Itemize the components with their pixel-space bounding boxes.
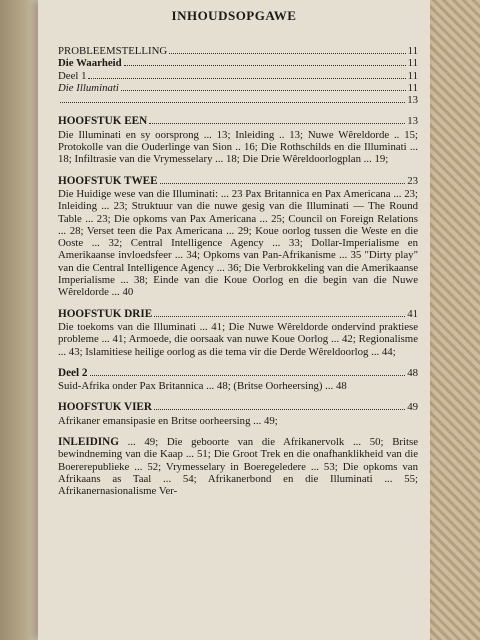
chapter-page-number: 41: [407, 307, 418, 320]
intro-heading: INLEIDING: [58, 436, 119, 449]
dot-leader: [149, 123, 405, 124]
dot-leader: [124, 65, 406, 66]
toc-page-number: 13: [407, 94, 418, 107]
chapter-section: [58, 308, 418, 358]
toc-row: [58, 94, 418, 106]
chapter-section: [58, 175, 418, 299]
dot-leader: [169, 53, 405, 54]
intro-block: [58, 45, 418, 106]
chapter-heading-row: [58, 401, 418, 413]
dot-leader: [88, 78, 405, 79]
intro-contents: ... 49; Die geboorte van die Afrikanervolk ... 50; Britse bewindneming van die Kaap ... 51; Die Groot Trek en die onafhanklikheid van die Boererepublieke ... 52; Vrymesselary in Boeregeledere ... 53; Die opkoms van Afrikaans as Taal ... 54; Afrikanerbond en die Illuminati ... 55; Afrikanernasionalisme Ver-: [58, 436, 419, 498]
chapter-heading: HOOFSTUK DRIE: [58, 307, 153, 320]
chapter-page-number: 23: [407, 174, 418, 187]
intro-section: [58, 436, 418, 497]
page-title: INHOUDSOPGAWE: [171, 8, 297, 23]
toc-entry-label: Deel 1: [58, 69, 87, 82]
toc-entry-label: PROBLEEMSTELLING: [58, 45, 168, 57]
toc-row: [58, 57, 418, 69]
toc-page-number: 11: [407, 45, 418, 57]
book-page: [38, 0, 430, 640]
chapter-page-number: 49: [407, 401, 418, 414]
toc-entry-label: Die Illuminati: [58, 81, 119, 94]
part-contents: Suid-Afrika onder Pax Britannica ... 48; (Britse Oorheersing) ... 48: [58, 380, 347, 393]
toc-row: [58, 45, 418, 57]
chapter-heading-row: [58, 308, 418, 320]
chapter-page-number: 13: [407, 115, 418, 128]
toc-page-number: 11: [407, 57, 418, 70]
chapter-heading-row: [58, 175, 418, 187]
dot-leader: [154, 409, 405, 410]
chapter-heading: HOOFSTUK TWEE: [58, 174, 158, 187]
chapter-contents: Die Illuminati en sy oorsprong ... 13; Inleiding .. 13; Nuwe Wêreldorde .. 15; Protokolle van die Ouderlinge van Sion .. 16; Die Rothschilds en die Illuminati ... 18; Infiltrasie van die Vrymesselary ... 18; Die Drie Wêreldoorlogplan ... 19;: [58, 128, 418, 166]
part-page-number: 48: [407, 366, 418, 379]
chapter-heading: HOOFSTUK EEN: [58, 115, 148, 128]
toc-row: [58, 82, 418, 94]
toc-page-number: 11: [407, 69, 418, 82]
toc-entry-label: Die Waarheid: [58, 57, 122, 70]
intro-paragraph: [58, 436, 418, 497]
chapter-section: [58, 401, 418, 427]
toc-page-number: 11: [407, 81, 418, 94]
background-fabric: [428, 0, 480, 640]
chapter-section: [58, 115, 418, 165]
part-heading-row: [58, 367, 418, 379]
part-heading: Deel 2: [58, 366, 88, 379]
part-section: [58, 367, 418, 393]
chapter-contents: Die toekoms van die Illuminati ... 41; Die Nuwe Wêreldorde ondervind praktiese probleme ... 41; Armoede, die oorsaak van nuwe Koue Oorlog ... 42; Regionalisme ... 43; Islamitiese heilige oorlog as die tema vir die Derde Wêreldoorlog ... 44;: [58, 320, 418, 358]
chapter-heading: HOOFSTUK VIER: [58, 401, 152, 414]
dot-leader: [90, 375, 406, 376]
dot-leader: [154, 316, 405, 317]
toc-content: [58, 45, 418, 498]
chapter-contents: Die Huidige wese van die Illuminati: ... 23 Pax Britannica en Pax Americana ... 23; Inleiding ... 23; Struktuur van die nuwe gesig van die Illuminati — The Round Table ... 23; Die opkoms van Pax Americana ... 25; Council on Foreign Relations ... 28; Verset teen die Pax Americana ... 29; Koue oorlog tussen die Weste en die Ooste ... 32; Central Intelligence Agency ... 33; Dollar-Imperialisme en Amerikaanse invloedsfeer ... 34; Opkoms van Pan-Afrikanisme ... 35 "Dirty play" van die Central Intelligence Agency ... 36; Die Verbrokkeling van die Amerikaanse Imperialisme ... 38; Einde van die Koue Oorlog en die begin van die Nuwe Wêreldorde ... 40: [58, 187, 418, 299]
dot-leader: [121, 90, 406, 91]
toc-row: [58, 70, 418, 82]
chapter-heading-row: [58, 115, 418, 127]
chapter-contents: Afrikaner emansipasie en Britse oorheersing ... 49;: [58, 414, 278, 427]
dot-leader: [160, 183, 406, 184]
dot-leader: [60, 102, 405, 103]
